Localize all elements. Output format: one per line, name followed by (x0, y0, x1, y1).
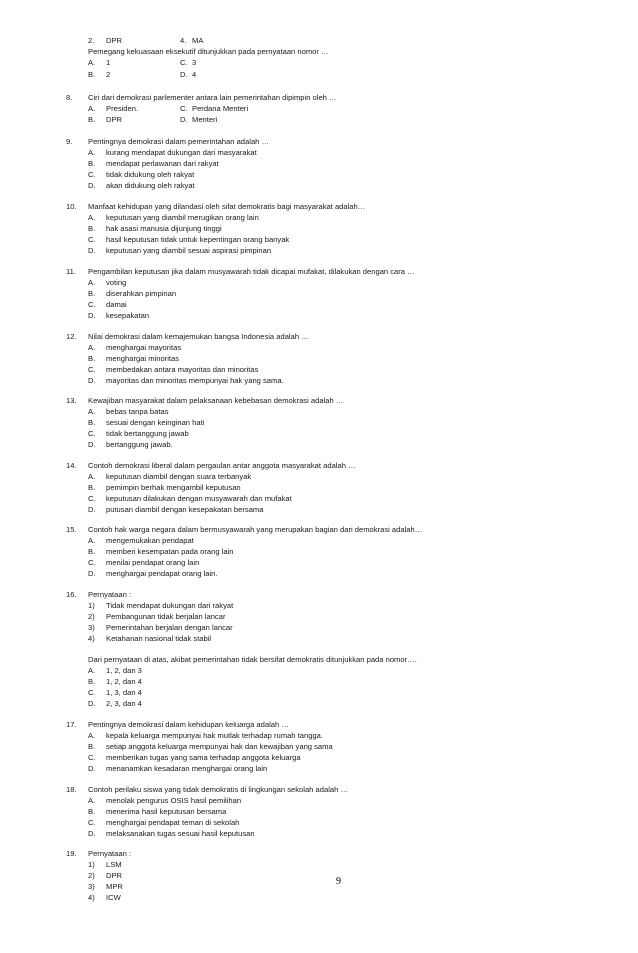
question-number: 18. (66, 785, 77, 794)
question-number: 17. (66, 720, 77, 729)
question-text: Pernyataan : (88, 590, 132, 599)
question-number: 11. (66, 267, 76, 276)
statement-text: DPR (106, 36, 123, 45)
question-number: 12. (66, 332, 77, 341)
question-text: Nilai demokrasi dalam kemajemukan bangsa Indonesia adalah … (88, 332, 309, 341)
question-text: Pentingnya demokrasi dalam kehidupan keluarga adalah … (88, 720, 289, 729)
question-text: Contoh perilaku siswa yang tidak demokratis di lingkungan sekolah adalah … (88, 785, 349, 794)
question-number: 16. (66, 590, 77, 599)
question-text: Ciri dari demokrasi parlementer antara lain pemerintahan dipimpin oleh … (88, 93, 337, 102)
question-number: 14. (66, 461, 77, 470)
question-number: 13. (66, 396, 77, 405)
statement-number: 4. (180, 36, 187, 45)
statement-text: MA (192, 36, 204, 45)
question-text: Pernyataan : (88, 849, 132, 858)
question-number: 10. (66, 202, 77, 211)
page-number: 9 (336, 876, 341, 887)
statement-number: 2. (88, 36, 95, 45)
question-text: Manfaat kehidupan yang dilandasi oleh sifat demokratis bagi masyarakat adalah… (88, 202, 366, 211)
question-text: Pentingnya demokrasi dalam pemerintahan adalah … (88, 137, 270, 146)
question-number: 15. (66, 525, 77, 534)
question-number: 8. (66, 93, 73, 102)
question-text: Contoh hak warga negara dalam bermusyawarah yang merupakan bagian dari demokrasi adalah… (88, 525, 423, 534)
question-number: 19. (66, 849, 77, 858)
question-text: Contoh demokrasi liberal dalam pergaulan antar anggota masyarakat adalah … (88, 461, 356, 470)
question-text: Pengambilan keputusan jika dalam musyawarah tidak dicapai mufakat, dilakukan dengan cara … (88, 267, 415, 276)
question-text: Kewajiban masyarakat dalam pelaksanaan kebebasan demokrasi adalah … (88, 396, 344, 405)
question-number: 9. (66, 137, 73, 146)
